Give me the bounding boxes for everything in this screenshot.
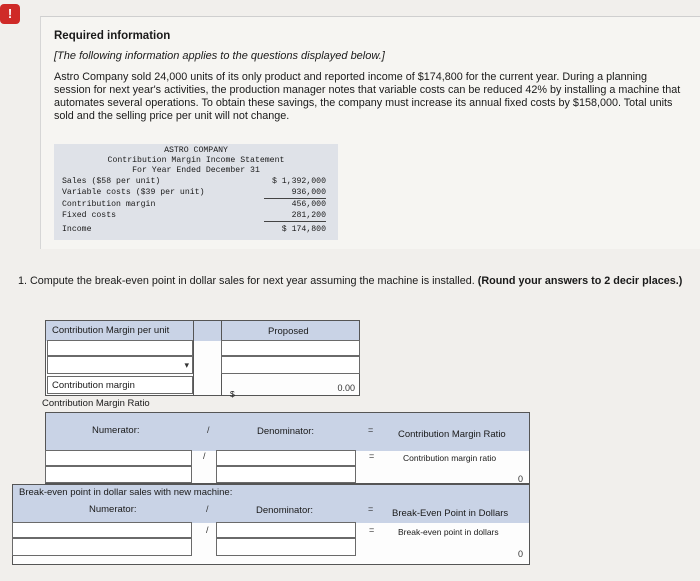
ratio-result-header: Contribution Margin Ratio: [398, 429, 506, 440]
ratio-numerator-label-input[interactable]: [45, 450, 192, 466]
statement-row-value: 936,000: [291, 188, 326, 197]
cm-table-col1-header: Contribution Margin per unit: [52, 325, 170, 336]
required-info-title: Required information: [54, 30, 171, 42]
statement-rule: [264, 221, 326, 222]
cm-row1-label-input[interactable]: [47, 340, 193, 356]
cm-value: 0.00: [337, 383, 355, 393]
info-paragraph: Astro Company sold 24,000 units of its only product and reported income of $174,800 for the current year. During a planning session for next year's activities, the production manager notes that variable costs can be reduced 42% by installing a machine that automates several operations. To obtain these savings, the company must increase its annual fixed costs by $158,000. Total units sold and the selling price per unit will not change.: [54, 71, 681, 122]
cm-table-divider: [193, 321, 194, 395]
statement-row-label: Fixed costs: [62, 211, 117, 220]
breakeven-equals-sign: =: [369, 525, 375, 535]
breakeven-result-value: 0: [517, 549, 523, 559]
breakeven-result-header: Break-Even Point in Dollars: [392, 508, 509, 519]
income-statement: [54, 144, 338, 240]
breakeven-denominator-label: Denominator:: [256, 505, 314, 516]
ratio-denominator-label-input[interactable]: [216, 450, 356, 466]
ratio-divide-sign: /: [207, 425, 210, 435]
contribution-margin-label: Contribution margin: [52, 380, 135, 391]
breakeven-numerator-label-input[interactable]: [12, 522, 192, 538]
chevron-down-icon: ▾: [184, 360, 189, 370]
statement-row-value: $ 174,800: [281, 225, 326, 234]
breakeven-result-label: Break-even point in dollars: [398, 527, 499, 537]
contribution-margin-label-field[interactable]: [47, 376, 193, 394]
breakeven-divide-sign: /: [206, 504, 209, 514]
statement-row-value: $ 1,392,000: [271, 177, 326, 186]
ratio-denominator-value-input[interactable]: [216, 466, 356, 483]
cm-row2-proposed-input[interactable]: [221, 356, 360, 374]
statement-name: Contribution Margin Income Statement: [107, 156, 285, 165]
statement-row-label: Contribution margin: [62, 200, 156, 209]
cm-row1-proposed-input[interactable]: [221, 340, 360, 356]
statement-row-label: Income: [62, 225, 92, 234]
alert-badge: !: [0, 4, 20, 24]
breakeven-numerator-value-input[interactable]: [12, 538, 192, 556]
statement-company: ASTRO COMPANY: [164, 146, 228, 155]
statement-row-label: Variable costs ($39 per unit): [62, 188, 205, 197]
breakeven-denominator-value-input[interactable]: [216, 538, 356, 556]
breakeven-divide-sign: /: [206, 525, 209, 535]
cm-ratio-title: Contribution Margin Ratio: [42, 398, 150, 409]
ratio-equals-sign: =: [369, 451, 375, 461]
ratio-numerator-label: Numerator:: [92, 425, 140, 436]
statement-row-label: Sales ($58 per unit): [62, 177, 161, 186]
breakeven-title: Break-even point in dollar sales with new machine:: [19, 487, 233, 498]
breakeven-numerator-label: Numerator:: [89, 504, 137, 515]
question-text: 1. Compute the break-even point in dollar sales for next year assuming the machine is installed.: [18, 275, 475, 287]
ratio-denominator-label: Denominator:: [257, 426, 315, 437]
cm-dollar-sign: $: [230, 389, 235, 399]
ratio-result-value: 0: [517, 474, 523, 484]
ratio-result-label: Contribution margin ratio: [403, 453, 497, 463]
cm-row2-label-select[interactable]: [47, 356, 193, 374]
info-subtitle: [The following information applies to the questions displayed below.]: [54, 50, 385, 62]
question-prompt: [18, 274, 700, 288]
statement-row-value: 281,200: [291, 211, 326, 220]
ratio-numerator-value-input[interactable]: [45, 466, 192, 483]
statement-rule: [264, 198, 326, 199]
breakeven-denominator-label-input[interactable]: [216, 522, 356, 538]
question-rounding-note: (Round your answers to 2 decir places.): [477, 275, 683, 287]
breakeven-equals-sign: =: [368, 504, 374, 514]
statement-row-value: 456,000: [291, 200, 326, 209]
cm-table-col2-header: Proposed: [268, 326, 309, 337]
ratio-equals-sign: =: [368, 425, 374, 435]
statement-period: For Year Ended December 31: [132, 166, 260, 175]
ratio-divide-sign: /: [203, 451, 206, 461]
